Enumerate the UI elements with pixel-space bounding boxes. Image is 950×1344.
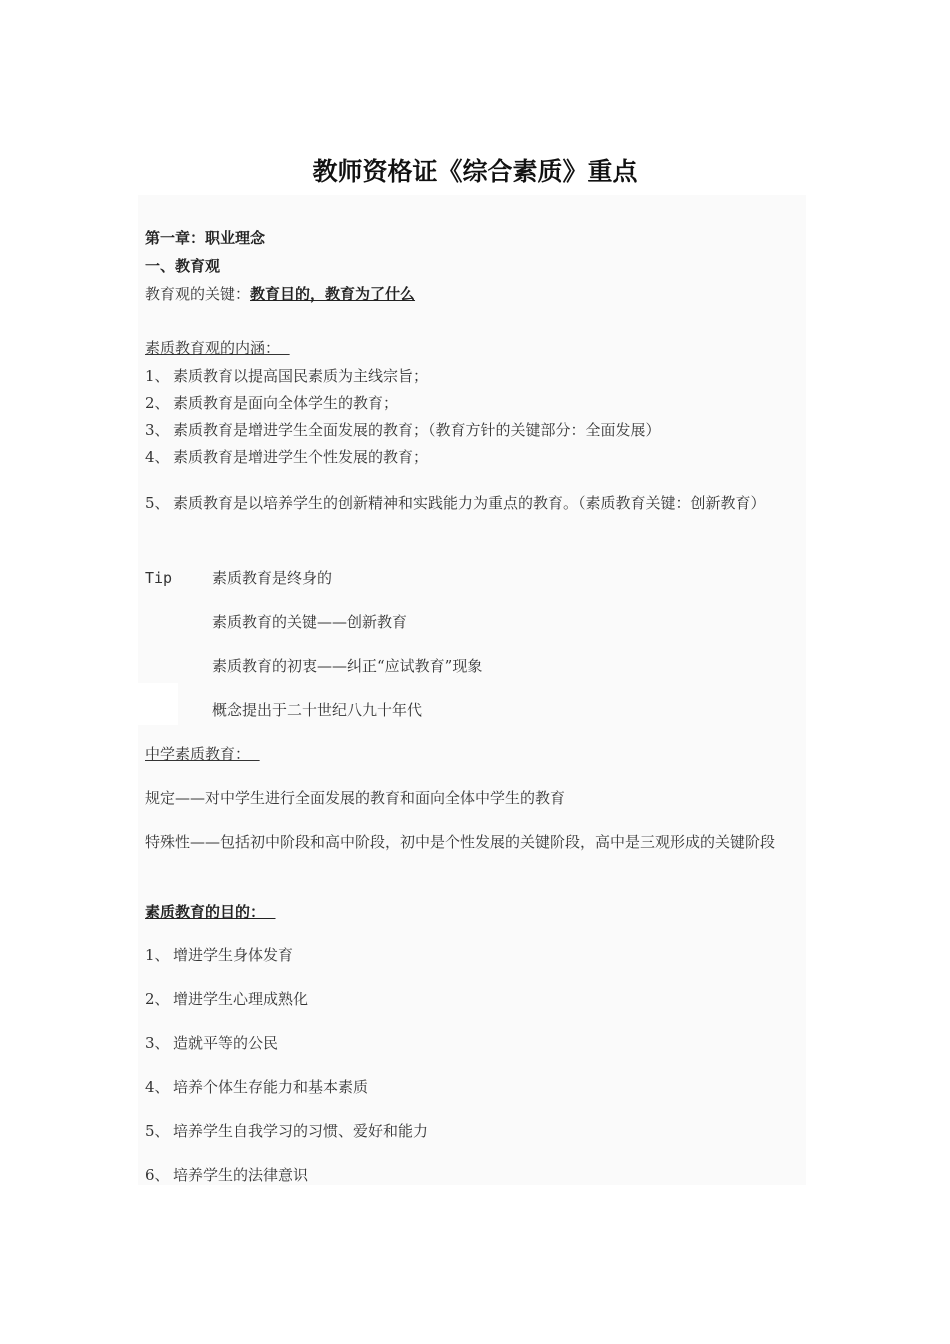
tip-label: Tip xyxy=(145,569,173,587)
item-number: 4、 xyxy=(145,448,170,466)
item-text: 素质教育是以培养学生的创新精神和实践能力为重点的教育。（素质教育关键：创新教育） xyxy=(173,494,766,512)
item-text: 培养学生的法律意识 xyxy=(173,1166,309,1184)
page-title: 教师资格证《综合素质》重点 xyxy=(312,157,638,186)
middle-school-heading: 中学素质教育： xyxy=(145,745,251,763)
connotation-heading: 素质教育观的内涵： xyxy=(145,339,281,357)
item-number: 5、 xyxy=(145,494,170,512)
purpose-heading: 素质教育的目的： xyxy=(145,903,266,921)
tip-item: 素质教育的关键——创新教育 xyxy=(212,613,408,631)
key-value: 教育目的，教育为了什么 xyxy=(250,285,416,303)
item-number: 5、 xyxy=(145,1122,170,1140)
list-item xyxy=(145,1165,308,1185)
list-item xyxy=(145,393,398,413)
tip-item: 素质教育的初衷——纠正“应试教育”现象 xyxy=(212,657,483,675)
item-text: 增进学生心理成熟化 xyxy=(173,990,309,1008)
item-text: 素质教育是增进学生全面发展的教育；（教育方针的关键部分：全面发展） xyxy=(173,421,661,439)
item-text: 造就平等的公民 xyxy=(173,1034,279,1052)
item-text: 培养学生自我学习的习惯、爱好和能力 xyxy=(173,1122,429,1140)
list-item xyxy=(145,989,308,1009)
item-number: 1、 xyxy=(145,946,170,964)
list-item xyxy=(145,420,661,440)
item-text: 素质教育以提高国民素质为主线宗旨； xyxy=(173,367,429,385)
content-background-notch xyxy=(138,683,178,725)
item-number: 4、 xyxy=(145,1078,170,1096)
list-item xyxy=(145,447,428,467)
item-text: 增进学生身体发育 xyxy=(173,946,294,964)
item-number: 6、 xyxy=(145,1166,170,1184)
list-item xyxy=(145,490,800,517)
tip-item: 概念提出于二十世纪八九十年代 xyxy=(212,701,423,719)
section-heading: 一、教育观 xyxy=(145,257,221,275)
list-item xyxy=(145,1077,368,1097)
key-line xyxy=(145,284,415,304)
item-number: 2、 xyxy=(145,990,170,1008)
item-text: 素质教育是面向全体学生的教育； xyxy=(173,394,399,412)
chapter-heading: 第一章：职业理念 xyxy=(145,229,266,247)
list-item xyxy=(145,366,428,386)
middle-school-special: 特殊性——包括初中阶段和高中阶段，初中是个性发展的关键阶段，高中是三观形成的关键阶段 xyxy=(145,833,776,851)
list-item xyxy=(145,1121,428,1141)
key-label: 教育观的关键： xyxy=(145,285,251,303)
item-number: 3、 xyxy=(145,1034,170,1052)
item-text: 素质教育是增进学生个性发展的教育； xyxy=(173,448,429,466)
item-text: 培养个体生存能力和基本素质 xyxy=(173,1078,369,1096)
list-item xyxy=(145,1033,278,1053)
item-number: 1、 xyxy=(145,367,170,385)
item-number: 3、 xyxy=(145,421,170,439)
list-item xyxy=(145,945,293,965)
tip-item: 素质教育是终身的 xyxy=(212,569,333,587)
middle-school-rule: 规定——对中学生进行全面发展的教育和面向全体中学生的教育 xyxy=(145,789,566,807)
item-number: 2、 xyxy=(145,394,170,412)
